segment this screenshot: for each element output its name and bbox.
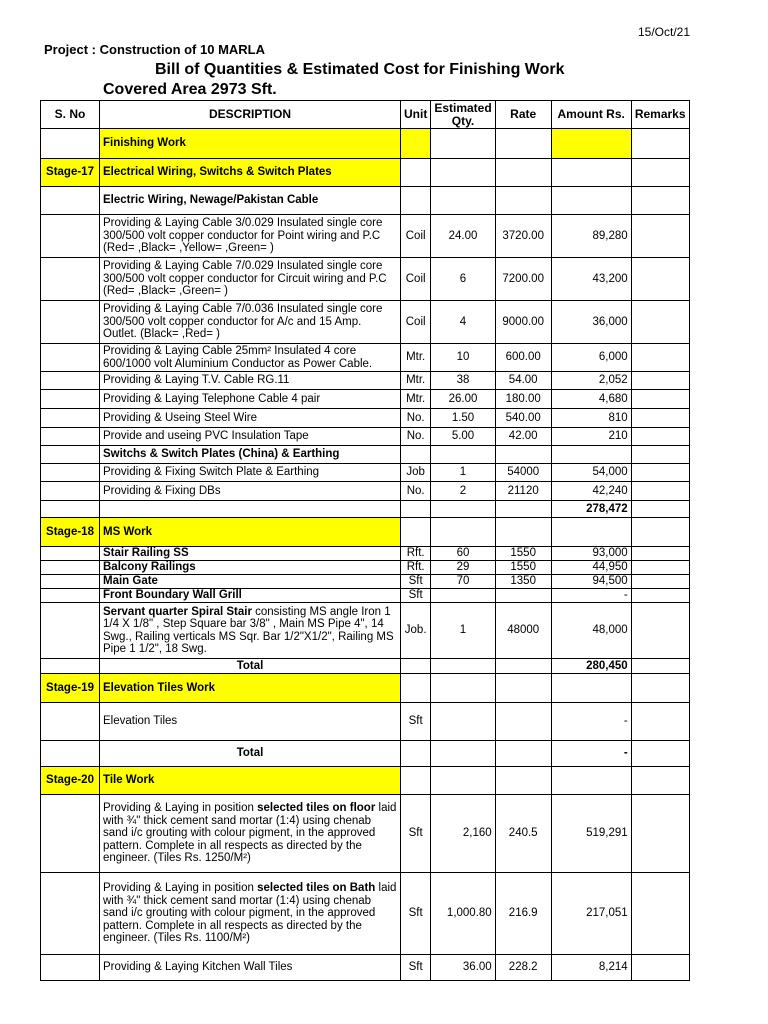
row-qty: 5.00 bbox=[431, 428, 495, 446]
table-row bbox=[41, 795, 690, 873]
stage17-subheading-row bbox=[41, 187, 690, 215]
row-qty: 10 bbox=[431, 344, 495, 372]
header-qty-line2: Qty. bbox=[451, 113, 475, 128]
row-rate: 1550 bbox=[495, 547, 551, 561]
row-amount: 519,291 bbox=[551, 795, 631, 873]
row-unit: Job. bbox=[401, 603, 431, 659]
stage19-total-row bbox=[41, 741, 690, 767]
row-rate: 216.9 bbox=[495, 873, 551, 955]
row-qty: 29 bbox=[431, 561, 495, 575]
row-qty: 36.00 bbox=[431, 955, 495, 981]
stage17-total-row bbox=[41, 501, 690, 518]
row-rate: 7200.00 bbox=[495, 258, 551, 301]
row-description bbox=[100, 873, 401, 955]
table-row bbox=[41, 344, 690, 372]
row-unit: Sft bbox=[401, 575, 431, 589]
stage17-total: 278,472 bbox=[551, 501, 631, 518]
header-unit: Unit bbox=[401, 101, 431, 129]
row-rate: 1550 bbox=[495, 561, 551, 575]
row-rate: 48000 bbox=[495, 603, 551, 659]
row-amount: 4,680 bbox=[551, 390, 631, 409]
row-description: Providing & Laying Kitchen Wall Tiles bbox=[100, 955, 401, 981]
table-row bbox=[41, 428, 690, 446]
stage17-sno: Stage-17 bbox=[41, 159, 100, 187]
header-description: DESCRIPTION bbox=[100, 101, 401, 129]
row-rate: 228.2 bbox=[495, 955, 551, 981]
row-unit: Sft bbox=[401, 955, 431, 981]
table-row bbox=[41, 575, 690, 589]
boq-table bbox=[40, 100, 690, 981]
row-amount: 89,280 bbox=[551, 215, 631, 258]
table-row bbox=[41, 547, 690, 561]
covered-area: Covered Area 2973 Sft. bbox=[103, 81, 277, 98]
floor-tiles-details: laid with ¾" thick cement sand mortar (1:4) using chenab sand i/c grouting with colour pigment, in the approved pattern. Complete in all respects as directed by the engineer. (Tiles Rs. 1250/M²) bbox=[103, 802, 397, 865]
row-description: Main Gate bbox=[100, 575, 401, 589]
row-rate bbox=[495, 589, 551, 603]
row-rate: 240.5 bbox=[495, 795, 551, 873]
stage19-total-label: Total bbox=[100, 741, 401, 767]
table-row bbox=[41, 589, 690, 603]
row-description: Providing & Laying Cable 3/0.029 Insulated single core 300/500 volt copper conductor for Point wiring and P.C (Red= ,Black= ,Yellow= ,Green= ) bbox=[100, 215, 401, 258]
row-amount: 93,000 bbox=[551, 547, 631, 561]
row-amount: 43,200 bbox=[551, 258, 631, 301]
row-amount: 2,052 bbox=[551, 372, 631, 390]
stage19-title: Elevation Tiles Work bbox=[100, 674, 401, 703]
row-amount: - bbox=[551, 703, 631, 741]
table-row bbox=[41, 561, 690, 575]
row-qty: 1 bbox=[431, 464, 495, 482]
row-qty: 24.00 bbox=[431, 215, 495, 258]
spiral-stair-title: Servant quarter Spiral Stair bbox=[103, 605, 252, 618]
row-amount: 810 bbox=[551, 409, 631, 428]
row-amount: 36,000 bbox=[551, 301, 631, 344]
stage18-total-row bbox=[41, 659, 690, 674]
table-row bbox=[41, 703, 690, 741]
stage18-total: 280,450 bbox=[551, 659, 631, 674]
table-row bbox=[41, 258, 690, 301]
row-qty: 38 bbox=[431, 372, 495, 390]
row-description: Providing & Laying Telephone Cable 4 pair bbox=[100, 390, 401, 409]
stage20-sno: Stage-20 bbox=[41, 767, 100, 795]
row-description bbox=[100, 603, 401, 659]
row-unit: Sft bbox=[401, 795, 431, 873]
stage18-row bbox=[41, 518, 690, 547]
row-unit: Mtr. bbox=[401, 390, 431, 409]
row-amount: 6,000 bbox=[551, 344, 631, 372]
table-row bbox=[41, 464, 690, 482]
row-qty: 26.00 bbox=[431, 390, 495, 409]
header-rate: Rate bbox=[495, 101, 551, 129]
table-row bbox=[41, 301, 690, 344]
row-rate: 54.00 bbox=[495, 372, 551, 390]
row-description: Providing & Useing Steel Wire bbox=[100, 409, 401, 428]
row-qty: 6 bbox=[431, 258, 495, 301]
row-qty: 2,160 bbox=[431, 795, 495, 873]
row-unit: Coil bbox=[401, 301, 431, 344]
row-description: Providing & Laying Cable 7/0.036 Insulated single core 300/500 volt copper conductor for A/c and 15 Amp. Outlet. (Black= ,Red= ) bbox=[100, 301, 401, 344]
row-qty: 70 bbox=[431, 575, 495, 589]
stage20-title: Tile Work bbox=[100, 767, 401, 795]
row-description bbox=[100, 795, 401, 873]
row-unit: Coil bbox=[401, 215, 431, 258]
row-rate: 54000 bbox=[495, 464, 551, 482]
row-unit: Sft bbox=[401, 703, 431, 741]
finishing-work-label: Finishing Work bbox=[100, 129, 401, 159]
stage17-subheading-wiring: Electric Wiring, Newage/Pakistan Cable bbox=[100, 187, 401, 215]
row-rate: 180.00 bbox=[495, 390, 551, 409]
row-unit: Job bbox=[401, 464, 431, 482]
header-remarks: Remarks bbox=[631, 101, 689, 129]
row-rate: 9000.00 bbox=[495, 301, 551, 344]
row-amount: 217,051 bbox=[551, 873, 631, 955]
row-description: Front Boundary Wall Grill bbox=[100, 589, 401, 603]
spiral-stair-details: consisting MS angle Iron 1 1/4 X 1/8" , Step Square bar 3/8" , Main MS Pipe 4", 14 Swg., Railing verticals MS Sqr. Bar 1/2"X1/2", Railing MS Pipe 1 1/2", 18 Swg. bbox=[103, 605, 394, 655]
stage18-sno: Stage-18 bbox=[41, 518, 100, 547]
bath-tiles-details: laid with ¾" thick cement sand mortar (1:4) using chenab sand i/c grouting with colour pigment, in the approved pattern. Complete in all respects as directed by the engineer. (Tiles Rs. 1100/M²) bbox=[103, 882, 397, 945]
row-qty bbox=[431, 589, 495, 603]
stage18-title: MS Work bbox=[100, 518, 401, 547]
table-row bbox=[41, 215, 690, 258]
stage17-title: Electrical Wiring, Switchs & Switch Plates bbox=[100, 159, 401, 187]
row-rate: 21120 bbox=[495, 482, 551, 501]
table-row bbox=[41, 955, 690, 981]
table-row bbox=[41, 482, 690, 501]
row-description: Providing & Laying T.V. Cable RG.11 bbox=[100, 372, 401, 390]
row-unit: Sft bbox=[401, 873, 431, 955]
bath-tiles-title: selected tiles on Bath bbox=[257, 882, 376, 895]
table-row bbox=[41, 390, 690, 409]
row-amount: 44,950 bbox=[551, 561, 631, 575]
row-qty: 60 bbox=[431, 547, 495, 561]
row-qty: 2 bbox=[431, 482, 495, 501]
table-row bbox=[41, 409, 690, 428]
header-qty bbox=[431, 101, 495, 129]
row-amount: 8,214 bbox=[551, 955, 631, 981]
row-description: Elevation Tiles bbox=[100, 703, 401, 741]
header-row bbox=[41, 101, 690, 129]
row-unit: Coil bbox=[401, 258, 431, 301]
header-amount: Amount Rs. bbox=[551, 101, 631, 129]
stage17-row bbox=[41, 159, 690, 187]
date: 15/Oct/21 bbox=[637, 25, 690, 39]
stage19-row bbox=[41, 674, 690, 703]
stage19-total: - bbox=[551, 741, 631, 767]
row-amount: - bbox=[551, 589, 631, 603]
project-title: Project : Construction of 10 MARLA bbox=[44, 42, 266, 57]
row-qty: 4 bbox=[431, 301, 495, 344]
table-row bbox=[41, 873, 690, 955]
row-qty: 1.50 bbox=[431, 409, 495, 428]
row-description: Providing & Fixing Switch Plate & Earthing bbox=[100, 464, 401, 482]
stage17-subheading-switches: Switchs & Switch Plates (China) & Earthing bbox=[100, 446, 401, 464]
row-unit: Mtr. bbox=[401, 372, 431, 390]
row-unit: Rft. bbox=[401, 561, 431, 575]
row-rate: 1350 bbox=[495, 575, 551, 589]
document-title: Bill of Quantities & Estimated Cost for Finishing Work bbox=[155, 61, 565, 78]
row-description: Providing & Laying Cable 25mm² Insulated 4 core 600/1000 volt Aluminium Conductor as Power Cable. bbox=[100, 344, 401, 372]
table-row bbox=[41, 603, 690, 659]
row-description: Balcony Railings bbox=[100, 561, 401, 575]
stage17-subheading-row bbox=[41, 446, 690, 464]
row-unit: No. bbox=[401, 409, 431, 428]
row-rate: 540.00 bbox=[495, 409, 551, 428]
row-unit: No. bbox=[401, 428, 431, 446]
row-qty: 1 bbox=[431, 603, 495, 659]
header-qty-line1: Estimated bbox=[434, 101, 492, 115]
floor-tiles-prefix: Providing & Laying in position bbox=[103, 802, 258, 815]
row-amount: 48,000 bbox=[551, 603, 631, 659]
row-rate: 3720.00 bbox=[495, 215, 551, 258]
row-unit: Rft. bbox=[401, 547, 431, 561]
row-description: Stair Railing SS bbox=[100, 547, 401, 561]
row-unit: No. bbox=[401, 482, 431, 501]
row-description: Providing & Fixing DBs bbox=[100, 482, 401, 501]
table-row bbox=[41, 372, 690, 390]
row-unit: Sft bbox=[401, 589, 431, 603]
stage18-total-label: Total bbox=[100, 659, 401, 674]
header-sno: S. No bbox=[41, 101, 100, 129]
floor-tiles-title: selected tiles on floor bbox=[257, 802, 376, 815]
stage19-sno: Stage-19 bbox=[41, 674, 100, 703]
finishing-work-row bbox=[41, 129, 690, 159]
row-description: Provide and useing PVC Insulation Tape bbox=[100, 428, 401, 446]
row-description: Providing & Laying Cable 7/0.029 Insulated single core 300/500 volt copper conductor for Circuit wiring and P.C (Red= ,Black= ,Green= ) bbox=[100, 258, 401, 301]
row-amount: 210 bbox=[551, 428, 631, 446]
row-rate: 600.00 bbox=[495, 344, 551, 372]
row-rate: 42.00 bbox=[495, 428, 551, 446]
bath-tiles-prefix: Providing & Laying in position bbox=[103, 882, 258, 895]
row-qty: 1,000.80 bbox=[431, 873, 495, 955]
row-amount: 54,000 bbox=[551, 464, 631, 482]
row-unit: Mtr. bbox=[401, 344, 431, 372]
stage20-row bbox=[41, 767, 690, 795]
row-amount: 94,500 bbox=[551, 575, 631, 589]
row-amount: 42,240 bbox=[551, 482, 631, 501]
